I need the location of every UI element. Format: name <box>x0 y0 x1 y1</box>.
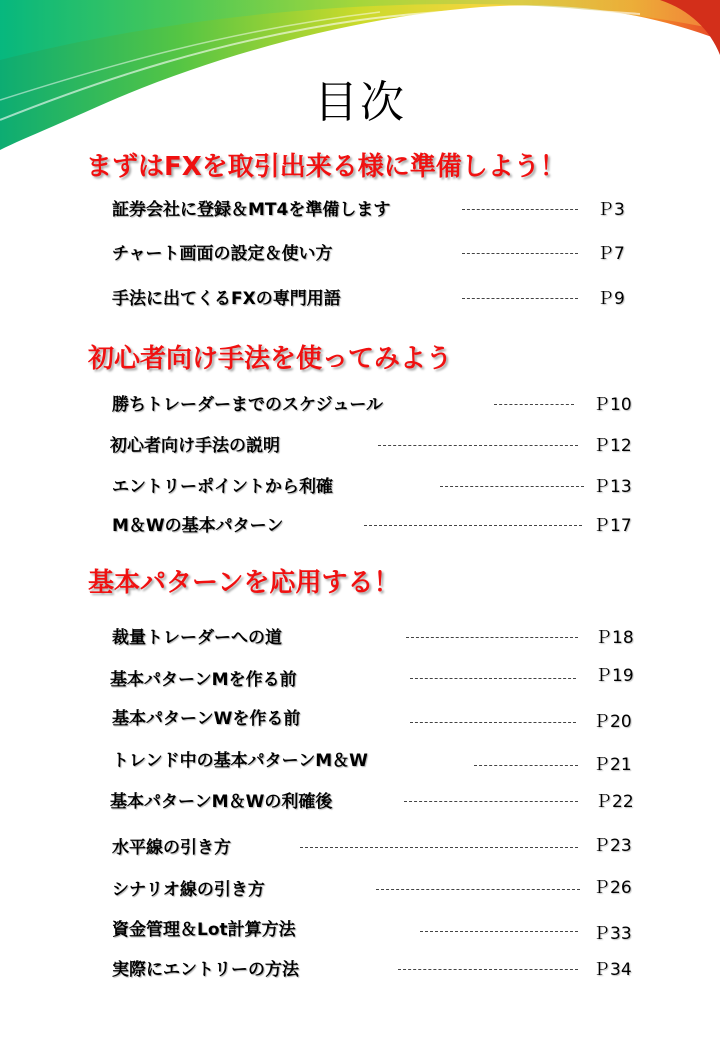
toc-entry-label: エントリーポイントから利確 <box>112 477 333 497</box>
toc-entry[interactable] <box>0 287 720 317</box>
dotted-leader <box>300 847 578 848</box>
dotted-leader <box>462 253 578 254</box>
toc-entry-page: Ｐ18 <box>595 628 634 648</box>
toc-entry-label: 手法に出てくるFXの専門用語 <box>112 289 341 309</box>
toc-entry-label: M＆Wの基本パターン <box>112 516 284 536</box>
dotted-leader <box>378 445 578 446</box>
dotted-leader <box>364 525 582 526</box>
dotted-leader <box>462 209 578 210</box>
toc-entry[interactable] <box>0 664 720 694</box>
toc-entry-label: トレンド中の基本パターンM＆W <box>112 751 368 771</box>
toc-entry-page: Ｐ20 <box>593 712 632 732</box>
toc-entry-label: 裁量トレーダーへの道 <box>112 628 282 648</box>
toc-entry-page: Ｐ26 <box>593 878 632 898</box>
toc-entry[interactable] <box>0 626 720 656</box>
toc-entry-label: 基本パターンMを作る前 <box>110 670 297 690</box>
toc-entry[interactable] <box>0 918 720 948</box>
toc-entry-page: Ｐ17 <box>593 516 632 536</box>
toc-entry[interactable] <box>0 878 720 908</box>
toc-entry-page: Ｐ7 <box>597 244 625 264</box>
toc-entry-page: Ｐ34 <box>593 960 632 980</box>
toc-entry-page: Ｐ12 <box>593 436 632 456</box>
toc-entry[interactable] <box>0 514 720 544</box>
toc-entry-label: 基本パターンWを作る前 <box>112 709 301 729</box>
dotted-leader <box>420 931 578 932</box>
toc-entry-label: 証券会社に登録＆MT4を準備します <box>112 200 391 220</box>
section-heading-1: まずはFXを取引出来る様に準備しよう！ <box>86 152 566 182</box>
dotted-leader <box>410 678 576 679</box>
dotted-leader <box>376 889 580 890</box>
toc-entry[interactable] <box>0 475 720 505</box>
toc-entry-page: Ｐ21 <box>593 755 632 775</box>
toc-entry[interactable] <box>0 393 720 423</box>
toc-entry-label: 勝ちトレーダーまでのスケジュール <box>112 395 383 415</box>
toc-entry-page: Ｐ3 <box>597 200 625 220</box>
page-title: 目次 <box>314 77 406 128</box>
toc-entry[interactable] <box>0 836 720 866</box>
toc-entry-label: シナリオ線の引き方 <box>112 880 265 900</box>
toc-entry[interactable] <box>0 198 720 228</box>
toc-entry-page: Ｐ33 <box>593 924 632 944</box>
toc-entry-label: チャート画面の設定＆使い方 <box>112 244 333 264</box>
toc-entry-page: Ｐ10 <box>593 395 632 415</box>
toc-entry[interactable] <box>0 434 720 464</box>
dotted-leader <box>398 969 578 970</box>
toc-entry-label: 基本パターンM＆Wの利確後 <box>110 792 333 812</box>
dotted-leader <box>474 765 578 766</box>
toc-entry[interactable] <box>0 958 720 988</box>
dotted-leader <box>494 404 574 405</box>
toc-entry[interactable] <box>0 749 720 779</box>
section-heading-3: 基本パターンを応用する！ <box>88 568 400 598</box>
toc-entry-label: 実際にエントリーの方法 <box>112 960 299 980</box>
toc-entry-label: 初心者向け手法の説明 <box>110 436 280 456</box>
toc-entry[interactable] <box>0 790 720 820</box>
toc-entry[interactable] <box>0 707 720 737</box>
toc-entry[interactable] <box>0 242 720 272</box>
toc-entry-label: 水平線の引き方 <box>112 838 231 858</box>
toc-entry-page: Ｐ19 <box>595 666 634 686</box>
dotted-leader <box>410 722 576 723</box>
dotted-leader <box>406 637 578 638</box>
toc-entry-label: 資金管理＆Lot計算方法 <box>112 920 296 940</box>
toc-entry-page: Ｐ13 <box>593 477 632 497</box>
dotted-leader <box>404 801 578 802</box>
dotted-leader <box>462 298 578 299</box>
dotted-leader <box>440 486 584 487</box>
section-heading-2: 初心者向け手法を使ってみよう <box>88 344 453 374</box>
toc-entry-page: Ｐ9 <box>597 289 625 309</box>
toc-entry-page: Ｐ23 <box>593 836 632 856</box>
toc-entry-page: Ｐ22 <box>595 792 634 812</box>
